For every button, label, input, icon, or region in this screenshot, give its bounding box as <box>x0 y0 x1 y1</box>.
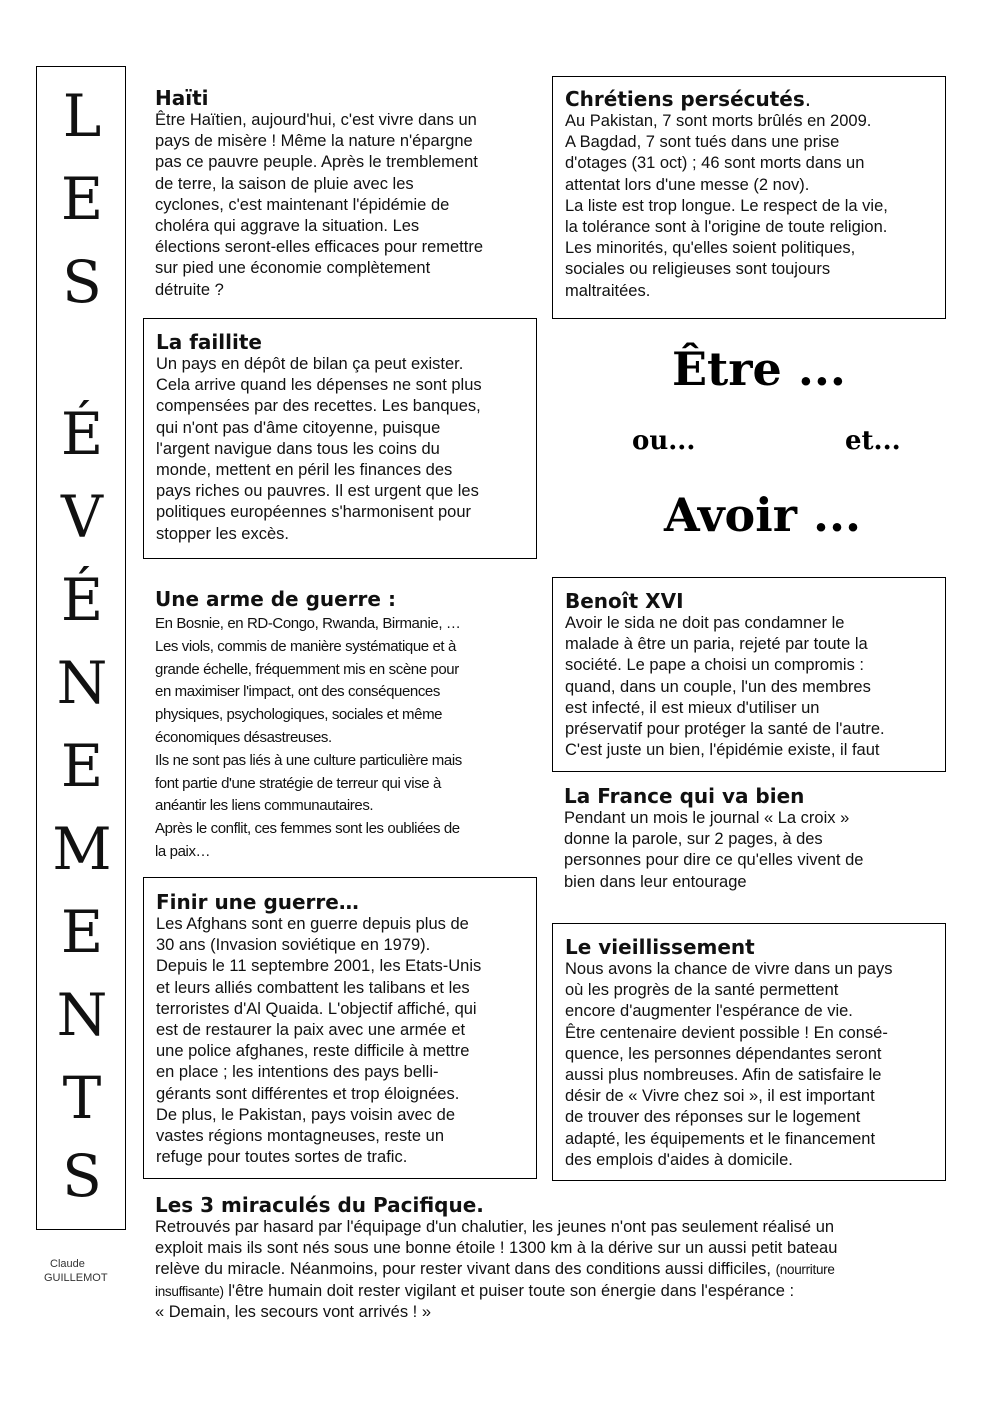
aside-text: insuffisante) <box>155 1283 224 1299</box>
slogan-avoir: Avoir ... <box>664 488 862 542</box>
text-line: monde, mettent en péril les finances des <box>156 461 453 480</box>
article-body <box>156 914 536 1168</box>
text-line: élections seront-elles efficaces pour remettre <box>155 238 484 257</box>
article-title: Finir une guerre… <box>156 890 359 914</box>
title-letter: M <box>52 815 112 883</box>
text-line: sur pied une économie complètement <box>155 259 431 278</box>
article-title: Une arme de guerre : <box>155 587 396 611</box>
title-letter: E <box>60 732 104 800</box>
text-line: grande échelle, fréquemment mis en scène pour <box>155 660 459 678</box>
text-line: quand, dans un couple, l'un des membres <box>565 677 871 696</box>
text-line: Les minorités, qu'elles soient politiques, <box>565 239 856 258</box>
article-title: Le vieillissement <box>565 935 755 959</box>
article-title: La France qui va bien <box>564 784 805 808</box>
slogan-etre: Être ... <box>672 342 846 396</box>
text-line: pas ce pauvre peuple. Après le tremblement <box>155 153 478 172</box>
slogan-et: et... <box>845 426 901 456</box>
text-line: anéantir les liens communautaires. <box>155 797 374 815</box>
text-line: Un pays en dépôt de bilan ça peut exister. <box>156 355 464 373</box>
article-body <box>155 1217 945 1323</box>
article-title: Les 3 miraculés du Pacifique. <box>155 1193 484 1217</box>
text-line: Après le conflit, ces femmes sont les oubliées de <box>155 820 460 838</box>
article-title <box>565 87 945 111</box>
text-line: La liste est trop longue. Le respect de la vie, <box>565 196 888 215</box>
text-line: stopper les excès. <box>156 524 289 543</box>
text-line: font partie d'une stratégie de terreur qui vise à <box>155 774 441 792</box>
text-line: de trouver des réponses sur le logement <box>565 1108 861 1127</box>
text-line: Être centenaire devient possible ! En consé- <box>565 1023 888 1042</box>
text-line: donne la parole, sur 2 pages, à des <box>564 830 823 849</box>
text-line: gérants sont différentes et trop éloignées. <box>156 1084 460 1103</box>
article-vieillissement <box>552 923 946 1181</box>
text-line: En Bosnie, en RD-Congo, Rwanda, Birmanie, … <box>155 615 461 632</box>
text-line: quence, les personnes dépendantes seront <box>565 1044 882 1063</box>
text-line: refuge pour toutes sortes de trafic. <box>156 1148 408 1167</box>
text-line: cyclones, c'est maintenant l'épidémie de <box>155 195 450 214</box>
title-letter: V <box>61 483 103 551</box>
title-dot: . <box>804 87 812 111</box>
text-line: aussi plus nombreuses. Afin de satisfaire le <box>565 1066 882 1085</box>
text-line: Les Afghans sont en guerre depuis plus de <box>156 915 469 933</box>
text-line: Pendant un mois le journal « La croix » <box>564 809 850 827</box>
text-line: Retrouvés par hasard par l'équipage d'un chalutier, les jeunes n'ont pas seulement réalisé un <box>155 1218 835 1236</box>
text-line: qui n'ont pas d'âme citoyenne, puisque <box>156 418 441 437</box>
text-line: de terre, la saison de pluie avec les <box>155 174 414 193</box>
article-miracules <box>155 1193 945 1323</box>
text-line: A Bagdad, 7 sont tués dans une prise <box>565 133 840 152</box>
text-line: choléra qui aggrave la situation. Les <box>155 217 420 236</box>
text-line: Être Haïtien, aujourd'hui, c'est vivre dans un <box>155 111 477 129</box>
title-letter: N <box>56 649 108 717</box>
vertical-title <box>36 66 126 1230</box>
text-line: sociales ou religieuses sont toujours <box>565 260 831 279</box>
article-title: Haïti <box>155 86 209 110</box>
author-firstname: Claude <box>50 1258 85 1270</box>
text-line: compensées par des recettes. Les banques, <box>156 397 481 416</box>
title-letter: N <box>56 981 108 1049</box>
text-line: économiques désastreuses. <box>155 728 332 746</box>
text-line: société. Le pape a choisi un compromis : <box>565 656 864 675</box>
article-body <box>565 959 945 1171</box>
author <box>44 1257 108 1285</box>
text-line: politiques européennes s'harmonisent pour <box>156 503 472 522</box>
text-line: la tolérance sont à l'origine de toute religion. <box>565 218 888 237</box>
text-line: une police afghanes, reste difficile à mettre <box>156 1042 470 1061</box>
article-title: La faillite <box>156 330 262 354</box>
text-line: De plus, le Pakistan, pays voisin avec de <box>156 1105 455 1124</box>
text-line: malade à être un paria, rejeté par toute la <box>565 635 868 654</box>
author-lastname: GUILLEMOT <box>44 1272 108 1284</box>
text-line: des emplois d'aides à domicile. <box>565 1150 793 1169</box>
text-line: la paix… <box>155 842 211 860</box>
text-line: Cela arrive quand les dépenses ne sont plus <box>156 376 482 395</box>
text-line: attentat lors d'une messe (2 nov). <box>565 175 810 194</box>
text-line: 30 ans (Invasion soviétique en 1979). <box>156 936 431 955</box>
text-line: encore d'augmenter l'espérance de vie. <box>565 1002 853 1021</box>
text-line <box>155 1259 945 1280</box>
text-line: adapté, les équipements et le financement <box>565 1129 876 1148</box>
text-line: en maximiser l'impact, ont des conséquences <box>155 683 440 701</box>
text-line: préservatif pour protéger la santé de l'autre. <box>565 720 885 739</box>
article-arme <box>155 587 547 864</box>
text-line: terroristes d'Al Quaida. L'objectif affiché, qui <box>156 999 477 1018</box>
text-line: détruite ? <box>155 280 224 299</box>
title-letter: E <box>60 898 104 966</box>
text-line: d'otages (31 oct) ; 46 sont morts dans un <box>565 154 865 173</box>
text-segment: relève du miracle. Néanmoins, pour rester vivant dans des conditions aussi difficiles, <box>155 1260 771 1279</box>
text-line: pays riches ou pauvres. Il est urgent que les <box>156 482 479 501</box>
text-segment: l'être humain doit rester vigilant et puiser toute son énergie dans l'espérance : <box>228 1281 795 1300</box>
article-title: Benoît XVI <box>565 589 684 613</box>
text-line: bien dans leur entourage <box>564 872 747 891</box>
article-benoit <box>552 577 946 772</box>
title-letter: S <box>62 248 102 316</box>
text-line: Nous avons la chance de vivre dans un pays <box>565 960 893 978</box>
title-letter: L <box>62 82 102 150</box>
article-haiti <box>155 86 545 301</box>
text-line: est infecté, il est mieux d'utiliser un <box>565 698 820 717</box>
article-body <box>155 613 547 864</box>
text-line: désir de « Vivre chez soi », il est important <box>565 1087 875 1106</box>
title-letter: S <box>62 1142 102 1210</box>
text-line: Ils ne sont pas liés à une culture particulière mais <box>155 751 462 769</box>
article-finir <box>143 877 537 1179</box>
text-line: C'est juste un bien, l'épidémie existe, il faut <box>565 741 880 760</box>
text-line: pays de misère ! Même la nature n'épargne <box>155 132 473 151</box>
text-line: exploit mais ils sont nés sous une bonne étoile ! 1300 km à la dérive sur un aussi petit bateau <box>155 1239 838 1258</box>
title-letter: T <box>62 1064 102 1132</box>
article-body <box>156 354 536 545</box>
text-line: physiques, psychologiques, sociales et même <box>155 706 443 724</box>
text-line: maltraitées. <box>565 281 651 300</box>
text-line: et leurs alliés combattent les talibans et les <box>156 978 470 997</box>
slogan-ou: ou... <box>632 426 696 456</box>
text-line: vastes régions montagneuses, reste un <box>156 1127 445 1146</box>
text-line: l'argent navigue dans tous les coins du <box>156 439 440 458</box>
text-line <box>155 1281 945 1302</box>
aside-text: (nourriture <box>775 1262 835 1278</box>
text-line: Les viols, commis de manière systématique et à <box>155 637 456 655</box>
text-line: personnes pour dire ce qu'elles vivent de <box>564 851 864 870</box>
text-line: en place ; les intentions des pays belli- <box>156 1063 439 1082</box>
text-line: « Demain, les secours vont arrivés ! » <box>155 1302 432 1321</box>
text-line: Au Pakistan, 7 sont morts brûlés en 2009. <box>565 112 872 130</box>
text-line: Avoir le sida ne doit pas condamner le <box>565 614 845 632</box>
title-letter: E <box>60 165 104 233</box>
title-letter: É <box>60 400 104 468</box>
text-line: est de restaurer la paix avec une armée et <box>156 1021 466 1040</box>
title-letter: É <box>60 566 104 634</box>
article-france <box>564 784 946 893</box>
article-body <box>565 613 945 761</box>
article-faillite <box>143 318 537 559</box>
article-body <box>565 111 945 302</box>
article-body <box>564 808 946 893</box>
title-text: Chrétiens persécutés <box>565 87 805 111</box>
text-line: Depuis le 11 septembre 2001, les Etats-Unis <box>156 957 482 976</box>
article-body <box>155 110 545 301</box>
article-chretiens <box>552 76 946 319</box>
text-line: où les progrès de la santé permettent <box>565 981 839 1000</box>
